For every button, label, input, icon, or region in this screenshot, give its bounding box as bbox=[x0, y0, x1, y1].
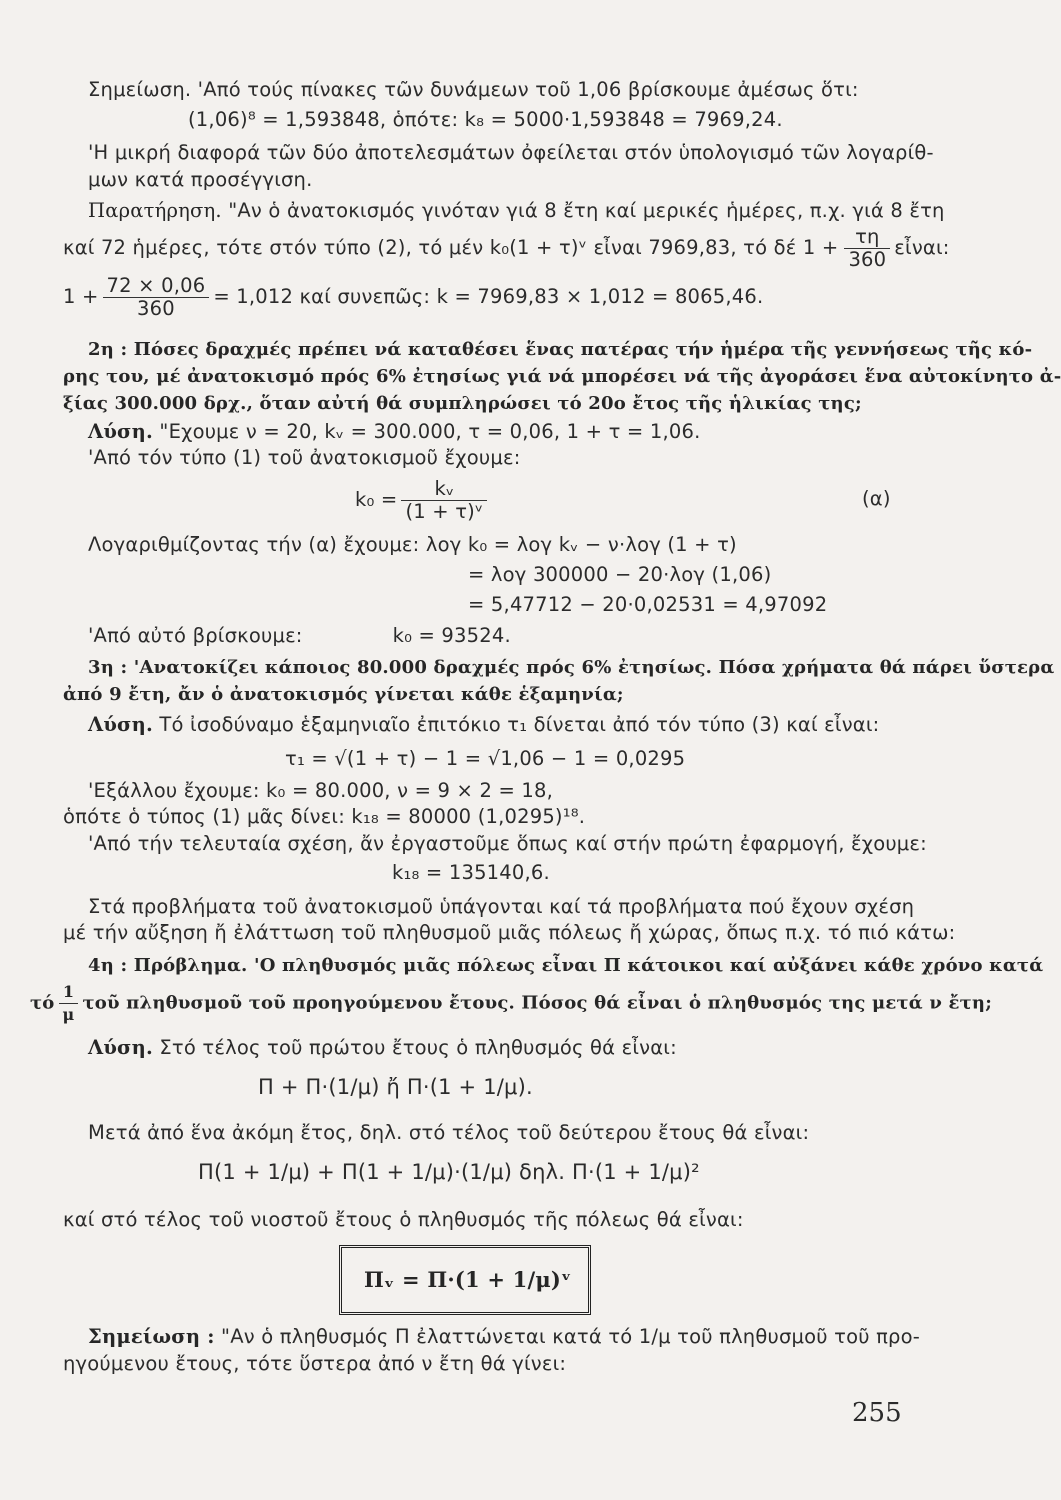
fraction-denominator: (1 + τ)ᵛ bbox=[405, 500, 484, 523]
solution-label: Λύση. bbox=[88, 713, 154, 736]
note-line-4: μων κατά προσέγγιση. bbox=[88, 168, 313, 191]
problem-2-line-2: ρης του, μέ ἀνατοκισμό πρός 6% ἐτησίως γιά νά μπορέσει νά τῆς ἀγοράσει ἕνα αὐτοκίνητο ἀ- bbox=[63, 366, 1061, 387]
fraction-numerator: kᵥ bbox=[401, 478, 487, 501]
solution-text: Στό τέλος τοῦ πρώτου ἔτους ὁ πληθυσμός θά εἶναι: bbox=[153, 1036, 677, 1059]
solution-4-line-1 bbox=[88, 1036, 677, 1060]
remark-line-3-b: = 1,012 καί συνεπῶς: k = 7969,83 × 1,012 = 8065,46. bbox=[213, 285, 764, 308]
problem-4-prefix: τό bbox=[30, 992, 55, 1014]
solution-2-line-2: 'Από τόν τύπο (1) τοῦ ἀνατοκισμοῦ ἔχουμε: bbox=[88, 446, 521, 469]
result-text: 'Από αὐτό βρίσκουμε: bbox=[88, 624, 303, 647]
solution-text: "Εχουμε ν = 20, kᵥ = 300.000, τ = 0,06, 1 + τ = 1,06. bbox=[153, 420, 701, 443]
fraction-numerator: τη bbox=[844, 226, 890, 249]
solution-3-line-4: 'Από τήν τελευταία σχέση, ἄν ἐργαστοῦμε ὅπως καί στήν πρώτη ἐφαρμογή, ἔχουμε: bbox=[88, 832, 927, 855]
solution-3-line-3: ὁπότε ὁ τύπος (1) μᾶς δίνει: k₁₈ = 80000 (1,0295)¹⁸. bbox=[63, 805, 586, 828]
solution-4-line-2: Μετά ἀπό ἕνα ἀκόμη ἔτος, δηλ. στό τέλος τοῦ δεύτερου ἔτους θά εἶναι: bbox=[88, 1121, 810, 1144]
problem-4-line-2 bbox=[30, 981, 992, 1026]
note-2-line-1 bbox=[88, 1325, 920, 1349]
problem-3-line-1: 3η : 'Ανατοκίζει κάποιος 80.000 δραχμές πρός 6% ἐτησίως. Πόσα χρήματα θά πάρει ὕστερα bbox=[88, 657, 1055, 678]
fraction-denominator: 360 bbox=[848, 248, 887, 271]
formula-second-year: Π(1 + 1/μ) + Π(1 + 1/μ)·(1/μ) δηλ. Π·(1 + 1/μ)² bbox=[198, 1160, 700, 1184]
remark-line-2-a: καί 72 ἡμέρες, τότε στόν τύπο (2), τό μέν k₀(1 + τ)ᵛ εἶναι 7969,83, τό δέ 1 + bbox=[63, 236, 839, 259]
remark-line-2 bbox=[63, 226, 950, 271]
formula-first-year: Π + Π·(1/μ) ἤ Π·(1 + 1/μ). bbox=[258, 1075, 533, 1099]
note-2-line-2: ηγούμενου ἔτους, τότε ὕστερα ἀπό ν ἔτη θά γίνει: bbox=[63, 1352, 567, 1375]
problem-2-line-1: 2η : Πόσες δραχμές πρέπει νά καταθέσει ἕνας πατέρας τήν ἡμέρα τῆς γεννήσεως τῆς κό- bbox=[88, 339, 1033, 360]
problem-4-text: τοῦ πληθυσμοῦ τοῦ προηγούμενου ἔτους. Πόσος θά εἶναι ὁ πληθυσμός της μετά ν ἔτη; bbox=[82, 992, 993, 1014]
log-line-1: Λογαριθμίζοντας τήν (α) ἔχουμε: λογ k₀ = λογ kᵥ − ν·λογ (1 + τ) bbox=[88, 533, 737, 556]
fraction-numerator: 1 bbox=[59, 981, 79, 1004]
fraction-1-mu bbox=[59, 981, 79, 1026]
fraction-numerator: 72 × 0,06 bbox=[103, 275, 210, 298]
page-number: 255 bbox=[852, 1398, 902, 1428]
fraction-denominator: 360 bbox=[137, 297, 175, 320]
solution-3-line-2: 'Εξάλλου ἔχουμε: k₀ = 80.000, ν = 9 × 2 = 18, bbox=[88, 779, 554, 802]
note-line-3: 'Η μικρή διαφορά τῶν δύο ἀποτελεσμάτων ὀφείλεται στόν ὑπολογισμό τῶν λογαρίθ- bbox=[88, 141, 934, 164]
remark-line-3 bbox=[63, 275, 763, 320]
boxed-formula bbox=[339, 1245, 591, 1315]
solution-2-line-1 bbox=[88, 420, 700, 444]
formula-t1: τ₁ = √(1 + τ) − 1 = √1,06 − 1 = 0,0295 bbox=[285, 747, 686, 770]
text-line-1: Στά προβλήματα τοῦ ἀνατοκισμοῦ ὑπάγονται καί τά προβλήματα πού ἔχουν σχέση bbox=[88, 895, 915, 918]
note-line-1 bbox=[88, 78, 859, 102]
text-line-2: μέ τήν αὔξηση ἤ ἐλάττωση τοῦ πληθυσμοῦ μιᾶς πόλεως ἤ χώρας, ὅπως π.χ. τό πιό κάτω: bbox=[63, 921, 956, 944]
problem-2-line-3: ξίας 300.000 δρχ., ὅταν αὐτή θά συμπληρώσει τό 20ο ἔτος τῆς ἡλικίας της; bbox=[63, 393, 862, 414]
note-text: 'Από τούς πίνακες τῶν δυνάμεων τοῦ 1,06 βρίσκουμε ἀμέσως ὅτι: bbox=[191, 78, 859, 101]
formula-alpha bbox=[355, 478, 491, 523]
remark-label: Παρατήρηση. bbox=[88, 199, 222, 222]
remark-line-1 bbox=[88, 199, 945, 223]
remark-text: "Αν ὁ ἀνατοκισμός γινόταν γιά 8 ἔτη καί μερικές ἡμέρες, π.χ. γιά 8 ἔτη bbox=[221, 199, 945, 222]
result-line bbox=[88, 624, 511, 648]
fraction-denominator: μ bbox=[62, 1005, 75, 1024]
fraction-kv-1tv bbox=[401, 478, 487, 523]
solution-label: Λύση. bbox=[88, 1036, 154, 1059]
remark-line-3-a: 1 + bbox=[63, 285, 99, 308]
result-value: k₀ = 93524. bbox=[392, 624, 511, 647]
log-line-3: = 5,47712 − 20·0,02531 = 4,97092 bbox=[468, 593, 828, 616]
solution-label: Λύση. bbox=[88, 420, 154, 443]
formula-k18: k₁₈ = 135140,6. bbox=[392, 861, 550, 884]
solution-4-line-3: καί στό τέλος τοῦ νιοστοῦ ἔτους ὁ πληθυσμός τῆς πόλεως θά εἶναι: bbox=[63, 1208, 744, 1231]
solution-3-line-1 bbox=[88, 713, 879, 737]
note-2-label: Σημείωση : bbox=[88, 1325, 215, 1348]
note-line-2: (1,06)⁸ = 1,593848, ὁπότε: k₈ = 5000·1,593848 = 7969,24. bbox=[188, 108, 783, 131]
solution-text: Τό ἰσοδύναμο ἑξαμηνιαῖο ἐπιτόκιο τ₁ δίνεται ἀπό τόν τύπο (3) καί εἶναι: bbox=[153, 713, 880, 736]
note-2-text: "Αν ὁ πληθυσμός Π ἐλαττώνεται κατά τό 1/μ τοῦ πληθυσμοῦ τοῦ προ- bbox=[214, 1325, 920, 1348]
fraction-72x006-360 bbox=[103, 275, 210, 320]
fraction-t-eta-360 bbox=[844, 226, 890, 271]
formula-left: k₀ = bbox=[355, 488, 398, 511]
problem-3-line-2: ἀπό 9 ἔτη, ἄν ὁ ἀνατοκισμός γίνεται κάθε ἑξαμηνία; bbox=[63, 684, 624, 705]
formula-tag-alpha: (α) bbox=[862, 487, 891, 510]
boxed-formula-text: Πᵥ = Π·(1 + 1/μ)ᵛ bbox=[364, 1267, 572, 1292]
note-label: Σημείωση. bbox=[88, 78, 192, 101]
problem-4-line-1: 4η : Πρόβλημα. 'Ο πληθυσμός μιᾶς πόλεως εἶναι Π κάτοικοι καί αὐξάνει κάθε χρόνο κατά bbox=[88, 955, 1044, 976]
log-line-2: = λογ 300000 − 20·λογ (1,06) bbox=[468, 563, 772, 586]
remark-line-2-b: εἶναι: bbox=[894, 236, 950, 259]
